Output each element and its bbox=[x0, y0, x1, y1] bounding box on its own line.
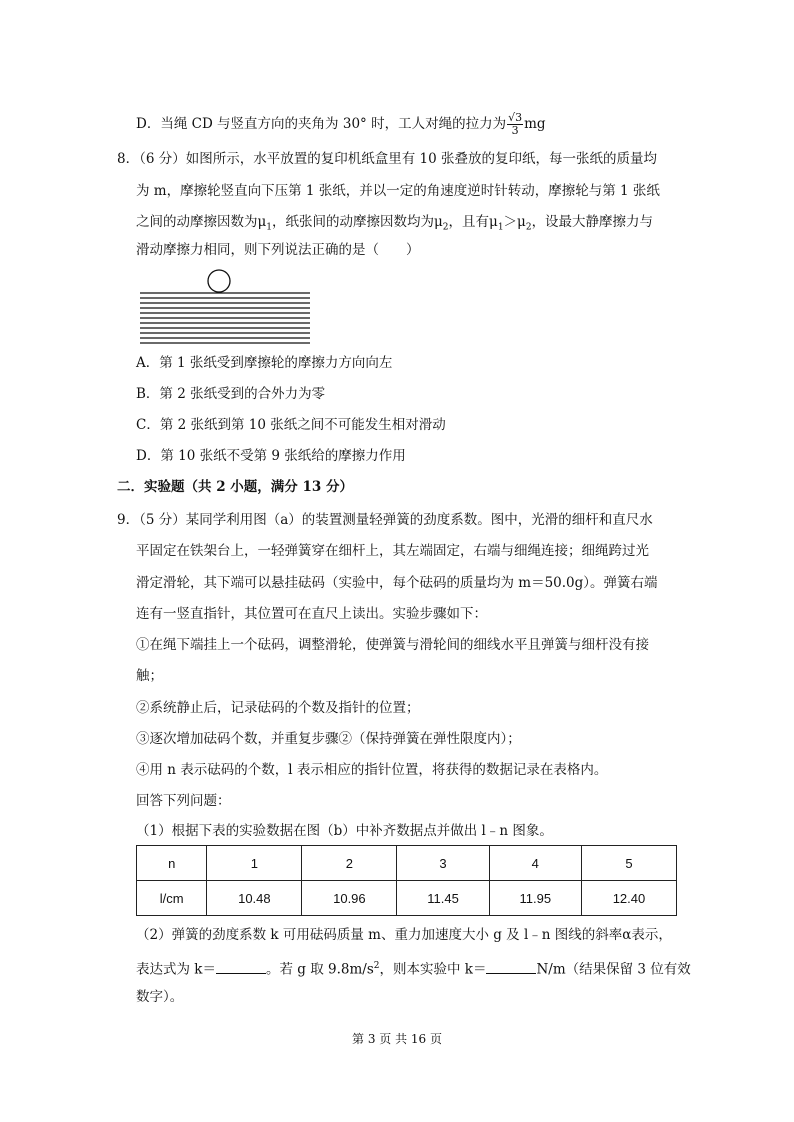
q9-step2: ②系统静止后，记录砝码的个数及指针的位置； bbox=[136, 700, 420, 716]
table-cell: 11.45 bbox=[397, 881, 489, 916]
q8-stem-line2: 为 m，摩擦轮竖直向下压第 1 张纸，并以一定的角速度逆时针转动，摩擦轮与第 1 张纸 bbox=[136, 183, 660, 199]
section-heading: 二．实验题（共 2 小题，满分 13 分） bbox=[117, 479, 353, 495]
q9-step1-line2: 触； bbox=[136, 668, 163, 684]
table-cell: 10.96 bbox=[302, 881, 397, 916]
table-cell: 2 bbox=[302, 846, 397, 881]
q9-step3: ③逐次增加砝码个数，并重复步骤②（保持弹簧在弹性限度内）； bbox=[136, 731, 521, 747]
table-cell: 12.40 bbox=[581, 881, 676, 916]
data-table bbox=[136, 845, 677, 916]
table-cell: 1 bbox=[207, 846, 302, 881]
table-row bbox=[137, 846, 677, 881]
q9-stem-line2: 平固定在铁架台上，一轻弹簧穿在细杆上，其左端固定，右端与细绳连接；细绳跨过光 bbox=[136, 543, 649, 559]
q9-stem-line4: 连有一竖直指针，其位置可在直尺上读出。实验步骤如下： bbox=[136, 606, 487, 622]
q8-stem-line3: 之间的动摩擦因数为$\mu_1$，纸张间的动摩擦因数均为$\mu_2$，且有$\mu_1>\mu_2$，设最大静摩擦力与 bbox=[136, 214, 654, 233]
sqrt3-over-3-fraction: $\frac{√3}{3}$ bbox=[508, 111, 523, 137]
friction-wheel-icon bbox=[208, 270, 230, 292]
table-cell: 10.48 bbox=[207, 881, 302, 916]
q8-stem-line4: 滑动摩擦力相同，则下列说法正确的是（ ） bbox=[136, 242, 420, 258]
paper-sheets bbox=[140, 293, 310, 343]
answer-blank[interactable] bbox=[216, 959, 266, 974]
q9-stem-line1: 9．（5 分）某同学利用图（a）的装置测量轻弹簧的劲度系数。图中，光滑的细杆和直尺水 bbox=[117, 512, 653, 528]
table-cell: l/cm bbox=[137, 881, 207, 916]
q8-option-a: A．第 1 张纸受到摩擦轮的摩擦力方向向左 bbox=[136, 355, 393, 371]
table-row bbox=[137, 881, 677, 916]
q7-option-d-text: D．当绳 CD 与竖直方向的夹角为 30° 时，工人对绳的拉力为 bbox=[136, 116, 507, 132]
q9-subquestion-2-line1: （2）弹簧的劲度系数 k 可用砝码质量 m、重力加速度大小 g 及 l﹣n 图线的斜率α表示， bbox=[136, 927, 672, 943]
paper-stack-figure bbox=[140, 268, 312, 346]
table-cell: 3 bbox=[397, 846, 489, 881]
q8-option-d: D．第 10 张纸不受第 9 张纸给的摩擦力作用 bbox=[136, 448, 406, 464]
q9-answer-prompt: 回答下列问题： bbox=[136, 793, 231, 809]
q9-step1-line1: ①在绳下端挂上一个砝码，调整滑轮，使弹簧与滑轮间的细线水平且弹簧与细杆没有接 bbox=[136, 637, 649, 653]
q8-stem-line1: 8．（6 分）如图所示，水平放置的复印机纸盒里有 10 张叠放的复印纸，每一张纸的质量均 bbox=[117, 151, 657, 167]
table-cell: 11.95 bbox=[489, 881, 581, 916]
q9-subquestion-2-line3: 数字）。 bbox=[136, 989, 184, 1005]
table-cell: n bbox=[137, 846, 207, 881]
page-footer: 第 3 页 共 16 页 bbox=[352, 1032, 442, 1046]
answer-blank[interactable] bbox=[486, 959, 536, 974]
q8-option-b: B．第 2 张纸受到的合外力为零 bbox=[136, 386, 326, 402]
q9-subquestion-2-line2: 表达式为 k＝ 。若 g 取 $9.8m/s^2$，则本实验中 k＝ N/m（结果保留 3 位有效 bbox=[136, 956, 691, 980]
table-cell: 5 bbox=[581, 846, 676, 881]
q9-stem-line3: 滑定滑轮，其下端可以悬挂砝码（实验中，每个砝码的质量均为 m＝50.0g）。弹簧右端 bbox=[136, 575, 658, 591]
q8-option-c: C．第 2 张纸到第 10 张纸之间不可能发生相对滑动 bbox=[136, 417, 446, 433]
table-cell: 4 bbox=[489, 846, 581, 881]
q9-subquestion-1: （1）根据下表的实验数据在图（b）中补齐数据点并做出 l﹣n 图象。 bbox=[136, 823, 553, 839]
q7-option-d: D．当绳 CD 与竖直方向的夹角为 30° 时，工人对绳的拉力为 $\frac{√3}{3}$ mg bbox=[136, 111, 546, 137]
q9-step4: ④用 n 表示砝码的个数，l 表示相应的指针位置，将获得的数据记录在表格内。 bbox=[136, 762, 608, 778]
